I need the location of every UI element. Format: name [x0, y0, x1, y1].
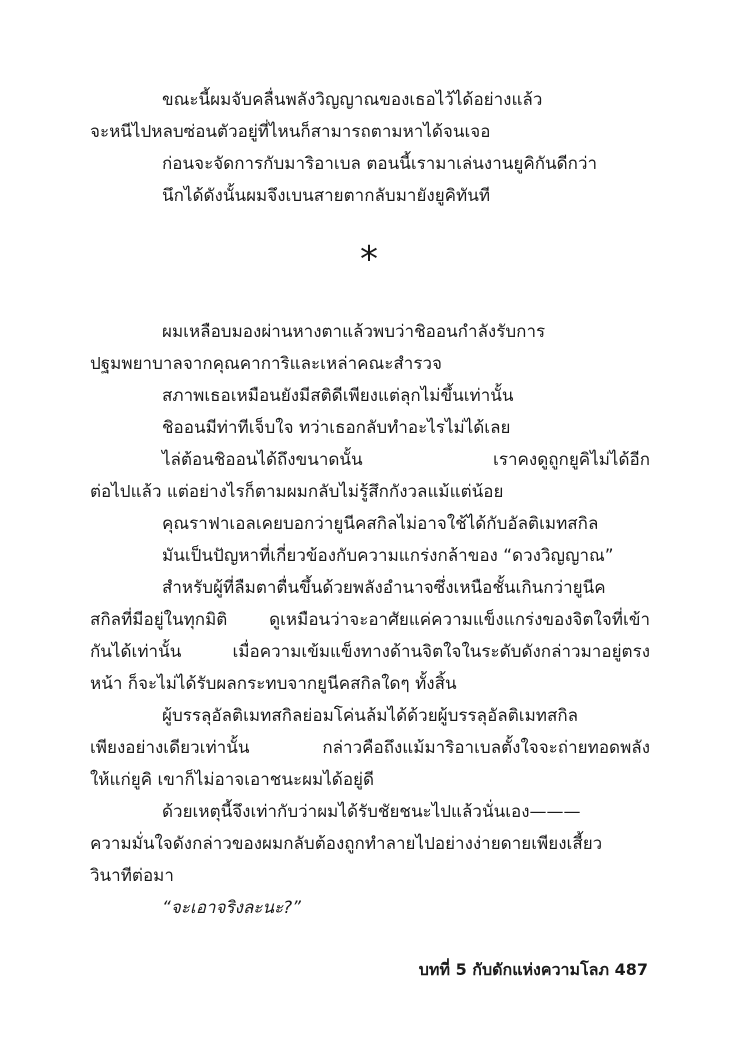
paragraph-line: ความมั่นใจดังกล่าวของผมกลับต้องถูกทำลายไปอย่างง่ายดายเพียงเสี้ยว [90, 834, 603, 854]
paragraph-line: เพียงอย่างเดียวเท่านั้น กล่าวคือถึงแม้มาริอาเบลตั้งใจจะถ่ายทอดพลัง [90, 738, 650, 758]
paragraph-line: สกิลที่มีอยู่ในทุกมิติ ดูเหมือนว่าจะอาศัยแค่ความแข็งแกร่งของจิตใจที่เข้า [90, 610, 650, 630]
paragraph-line: นึกได้ดังนั้นผมจึงเบนสายตากลับมายังยูคิทันที [162, 186, 491, 206]
paragraph-line: ก่อนจะจัดการกับมาริอาเบล ตอนนี้เรามาเล่นงานยูคิกันดีกว่า [162, 154, 598, 174]
text-section-2 [90, 316, 650, 924]
paragraph-line: ปฐมพยาบาลจากคุณคาการิและเหล่าคณะสำรวจ [90, 354, 442, 374]
paragraph-line: จะหนีไปหลบซ่อนตัวอยู่ที่ไหนก็สามารถตามหาได้จนเจอ [90, 122, 491, 142]
paragraph-line: ต่อไปแล้ว แต่อย่างไรก็ตามผมกลับไม่รู้สึกกังวลแม้แต่น้อย [90, 482, 504, 502]
paragraph-line: ผู้บรรลุอัลติเมทสกิลย่อมโค่นล้มได้ด้วยผู้บรรลุอัลติเมทสกิล [162, 706, 579, 726]
paragraph-line: หน้า ก็จะไม่ได้รับผลกระทบจากยูนีคสกิลใดๆ ทั้งสิ้น [90, 674, 457, 694]
paragraph-line: ด้วยเหตุนี้จึงเท่ากับว่าผมได้รับชัยชนะไปแล้วนั่นเอง——— [162, 802, 581, 822]
paragraph-line: กันได้เท่านั้น เมื่อความเข้มแข็งทางด้านจิตใจในระดับดังกล่าวมาอยู่ตรง [90, 642, 650, 662]
paragraph-line: ให้แก่ยูคิ เขาก็ไม่อาจเอาชนะผมได้อยู่ดี [90, 770, 375, 790]
paragraph-line: ชิออนมีท่าทีเจ็บใจ ทว่าเธอกลับทำอะไรไม่ได้เลย [162, 418, 511, 438]
paragraph-line: วินาทีต่อมา [90, 866, 174, 886]
paragraph-line: ผมเหลือบมองผ่านหางตาแล้วพบว่าชิออนกำลังรับการ [162, 322, 546, 342]
text-section-1 [90, 84, 650, 212]
paragraph-line: ไล่ต้อนชิออนได้ถึงขนาดนั้น เราคงดูถูกยูคิไม่ได้อีก [162, 450, 650, 470]
page-footer: บทที่ 5 กับดักแห่งความโลภ 487 [418, 960, 648, 979]
paragraph-line: คุณราฟาเอลเคยบอกว่ายูนีคสกิลไม่อาจใช้ได้กับอัลติเมทสกิล [162, 514, 599, 534]
paragraph-line: สภาพเธอเหมือนยังมีสติดีเพียงแต่ลุกไม่ขึ้นเท่านั้น [162, 386, 514, 406]
paragraph-line: สำหรับผู้ที่ลืมตาตื่นขึ้นด้วยพลังอำนาจซึ่งเหนือชั้นเกินกว่ายูนีค [162, 578, 606, 598]
section-separator: * [360, 239, 378, 280]
paragraph-line: มันเป็นปัญหาที่เกี่ยวข้องกับความแกร่งกล้าของ “ดวงวิญญาณ” [162, 546, 614, 566]
dialogue-line: “จะเอาจริงละนะ?” [162, 898, 301, 918]
paragraph-line: ขณะนี้ผมจับคลื่นพลังวิญญาณของเธอไว้ได้อย่างแล้ว [162, 90, 543, 110]
